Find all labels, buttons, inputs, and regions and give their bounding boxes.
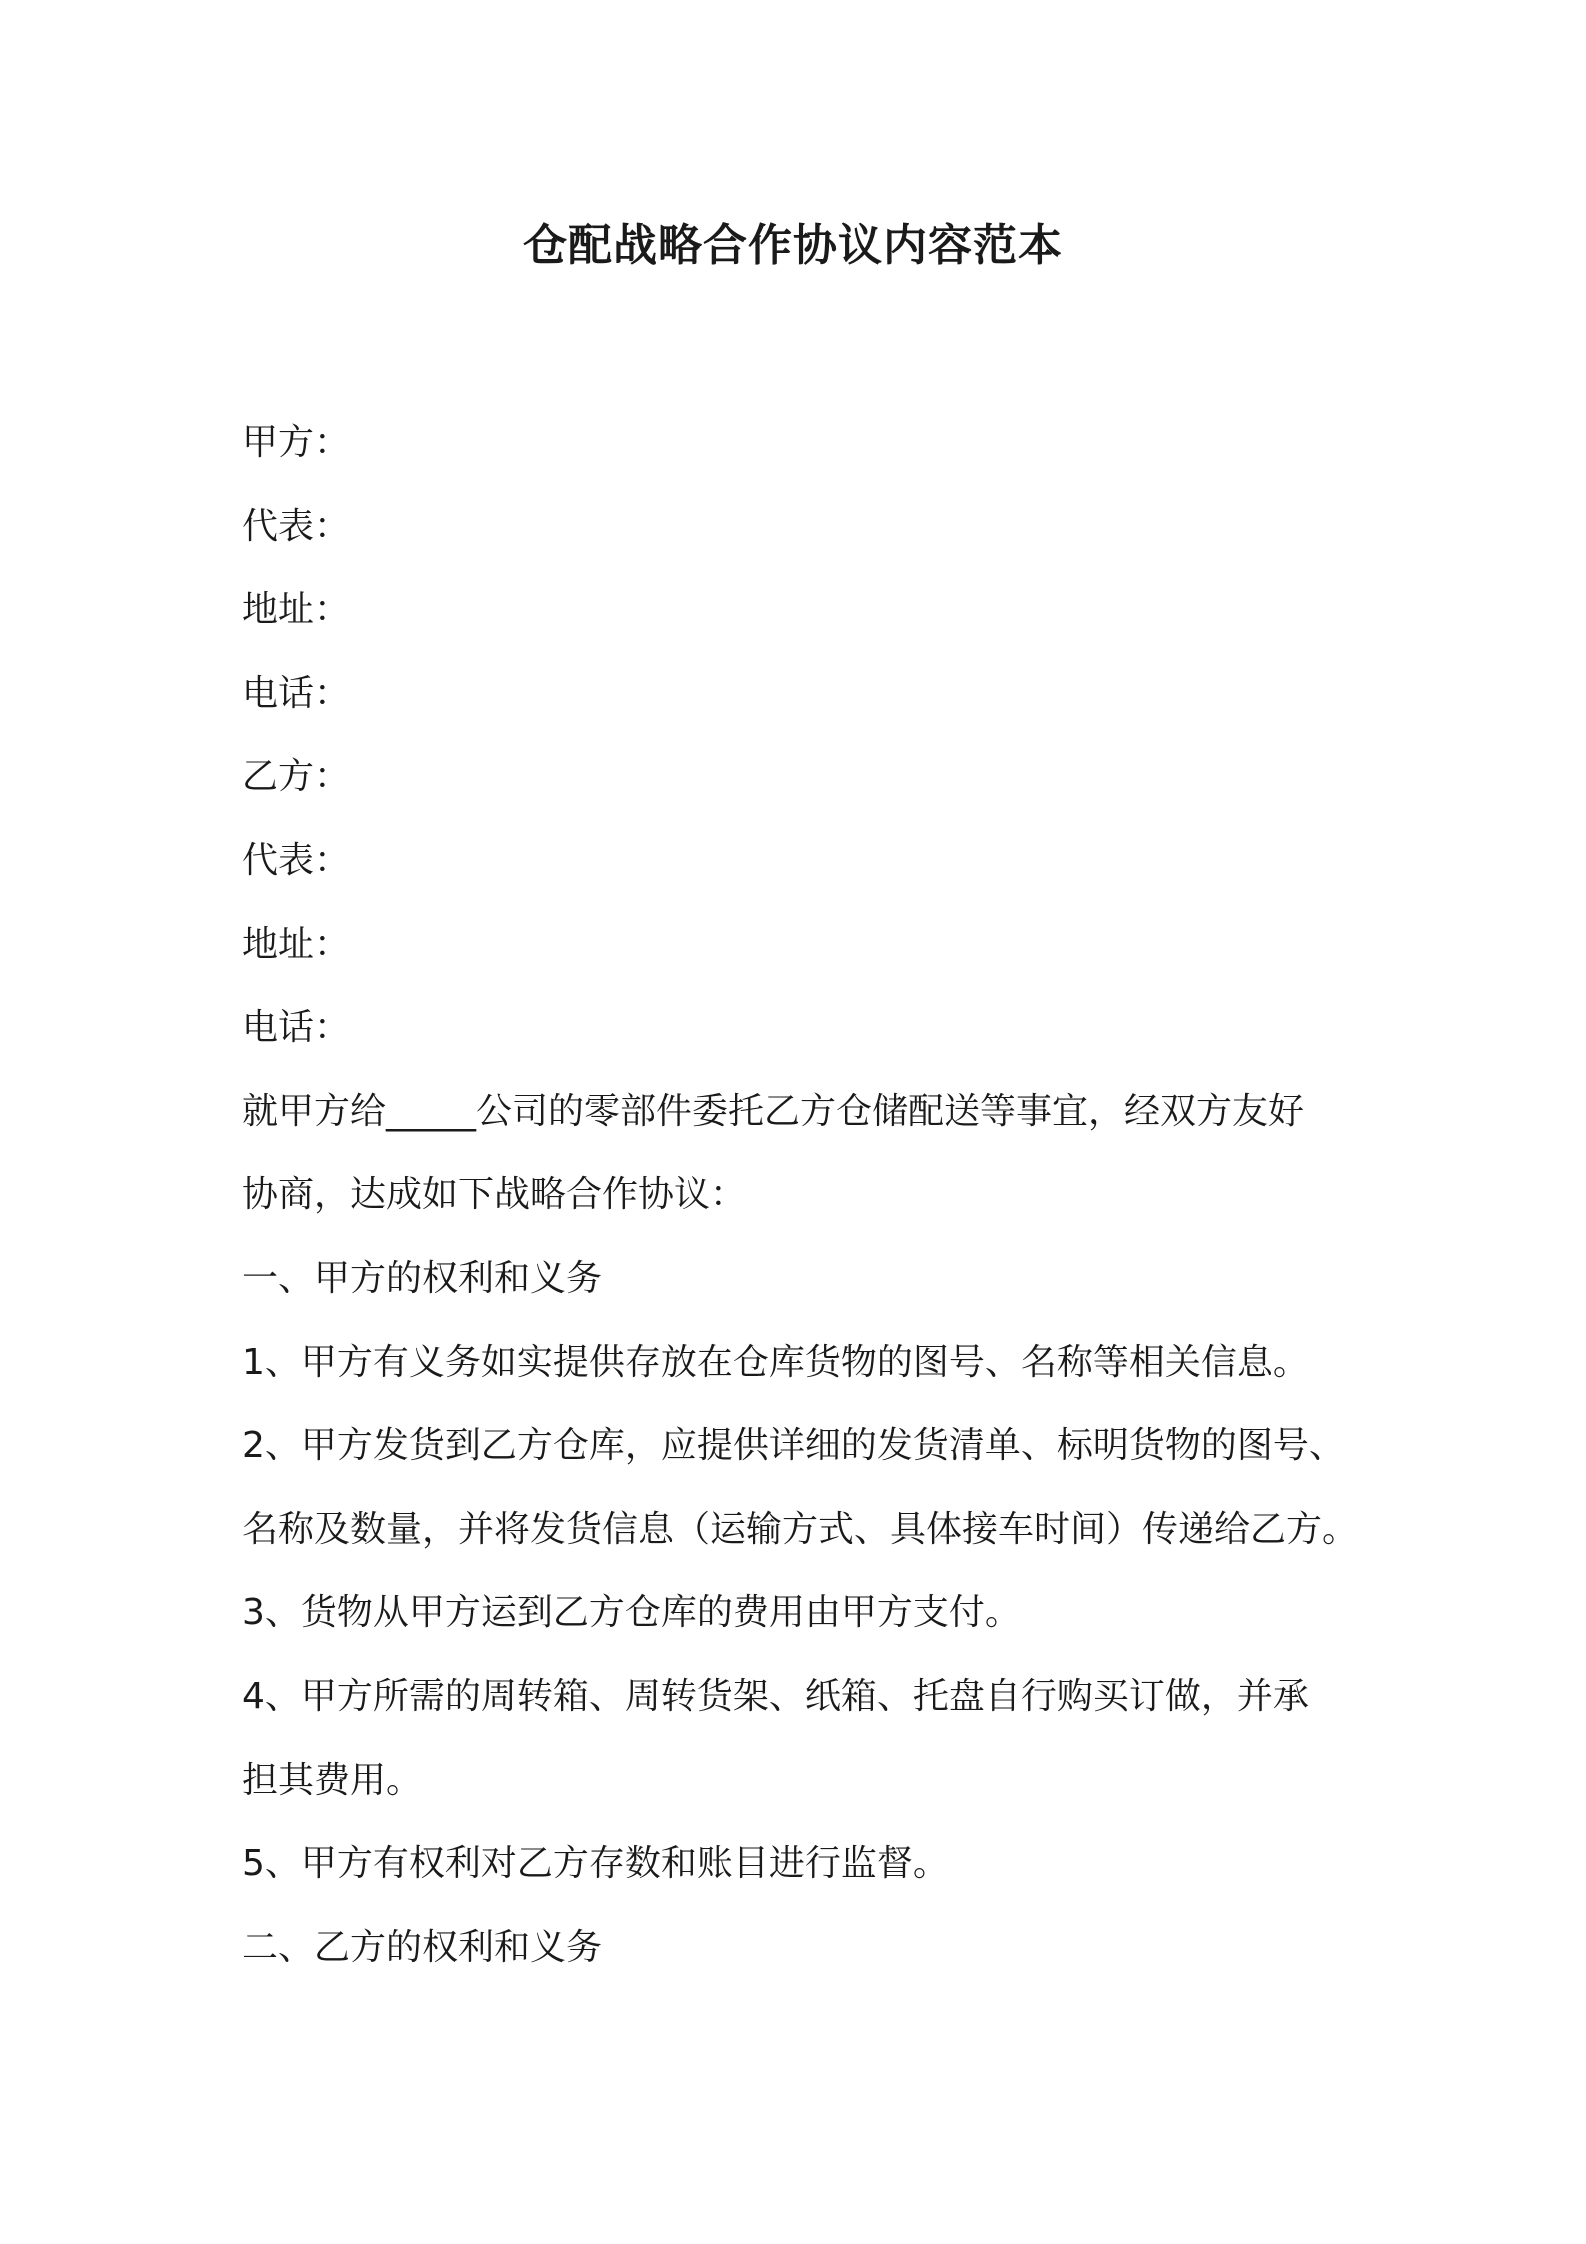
clause-1: 1、甲方有义务如实提供存放在仓库货物的图号、名称等相关信息。 bbox=[242, 1341, 1309, 1383]
party-b-representative: 代表： bbox=[242, 839, 351, 881]
section-heading-party-a: 一、甲方的权利和义务 bbox=[242, 1257, 603, 1299]
preamble-line-1: 就甲方给_____公司的零部件委托乙方仓储配送等事宜，经双方友好 bbox=[242, 1090, 1305, 1132]
section-heading-party-b: 二、乙方的权利和义务 bbox=[242, 1926, 603, 1968]
preamble-line-2: 协商，达成如下战略合作协议： bbox=[242, 1174, 747, 1216]
party-b-address: 地址： bbox=[242, 923, 351, 965]
clause-2-line-2: 名称及数量，并将发货信息（运输方式、具体接车时间）传递给乙方。 bbox=[242, 1508, 1359, 1550]
party-a-phone: 电话： bbox=[242, 672, 351, 714]
document-body bbox=[242, 401, 1382, 1989]
clause-3: 3、货物从甲方运到乙方仓库的费用由甲方支付。 bbox=[242, 1592, 1021, 1634]
party-b-phone: 电话： bbox=[242, 1007, 351, 1049]
party-b-label: 乙方： bbox=[242, 756, 351, 798]
clause-4-line-1: 4、甲方所需的周转箱、周转货架、纸箱、托盘自行购买订做，并承 bbox=[242, 1675, 1309, 1717]
party-a-label: 甲方： bbox=[242, 422, 351, 463]
clause-2-line-1: 2、甲方发货到乙方仓库，应提供详细的发货清单、标明货物的图号、 bbox=[242, 1425, 1345, 1467]
party-a-representative: 代表： bbox=[242, 505, 351, 547]
party-a-address: 地址： bbox=[242, 589, 351, 631]
clause-5: 5、甲方有权利对乙方存数和账目进行监督。 bbox=[242, 1843, 949, 1885]
clause-4-line-2: 担其费用。 bbox=[242, 1759, 423, 1801]
document-title: 仓配战略合作协议内容范本 bbox=[523, 220, 1063, 271]
